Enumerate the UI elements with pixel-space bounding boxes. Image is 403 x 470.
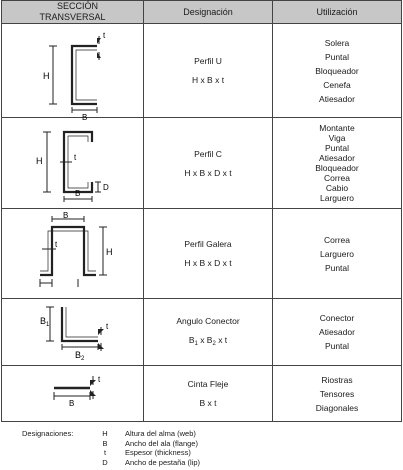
usage-item: Puntal <box>324 341 350 351</box>
c-label-b: B <box>75 189 81 198</box>
section-cell <box>2 366 144 422</box>
header-section-line2: TRANSVERSAL <box>39 12 106 22</box>
legend-symbol: B <box>102 438 108 448</box>
profile-name: Cinta Fleje <box>187 379 229 389</box>
legend-item <box>99 439 200 449</box>
angle-label-b2-letter: B <box>75 350 82 360</box>
legend-symbol: t <box>103 448 107 457</box>
usage-item: Viga <box>328 133 346 143</box>
legend-item <box>99 448 200 458</box>
galera-label-h: H <box>106 247 113 257</box>
section-cell <box>2 118 144 209</box>
usage-item: Montante <box>319 123 355 133</box>
profile-dims: B x t <box>199 398 217 408</box>
table-row <box>2 24 402 118</box>
designation-cell <box>144 299 273 366</box>
dims-part: x B <box>197 334 213 345</box>
legend-title: Designaciones: <box>22 429 74 438</box>
angle-label-b2 <box>75 350 85 362</box>
legend-item <box>99 429 200 439</box>
usage-item: Larguero <box>319 193 355 203</box>
usage-item: Puntal <box>324 51 350 62</box>
dims-sub: 2 <box>212 340 216 347</box>
angle-label-b2-sub: 2 <box>81 356 85 362</box>
dims-part: B <box>188 334 195 345</box>
usage-item: Puntal <box>324 262 350 273</box>
usage-item: Atiesador <box>319 153 355 163</box>
galera-label-b: B <box>63 211 69 220</box>
u-profile-drawing <box>2 24 144 122</box>
strap-profile-drawing <box>2 366 144 421</box>
galera-label-t: t <box>55 240 58 249</box>
section-cell <box>2 299 144 366</box>
usage-cell <box>273 209 402 299</box>
profile-dims: H x B x D x t <box>184 167 232 178</box>
profile-dims: H x B x t <box>191 75 225 85</box>
usage-cell <box>273 118 402 209</box>
header-designation: Designación <box>144 1 273 24</box>
usage-item: Atiesador <box>319 327 355 337</box>
header-usage: Utilización <box>273 1 402 24</box>
u-label-t: t <box>103 31 106 40</box>
usage-item: Diagonales <box>315 402 359 413</box>
profile-dims <box>144 334 272 350</box>
angle-label-b1 <box>40 316 50 328</box>
legend-list <box>99 429 200 467</box>
section-cell <box>2 209 144 299</box>
header-section <box>2 1 144 24</box>
section-cell <box>2 24 144 122</box>
designation-cell <box>144 366 273 422</box>
usage-item: Bloqueador <box>315 65 359 76</box>
table-row <box>2 209 402 299</box>
profile-name: Perfil Galera <box>184 239 232 249</box>
legend-symbol: H <box>102 429 108 438</box>
table-row <box>2 299 402 366</box>
usage-cell <box>273 299 402 366</box>
dims-part: x t <box>215 334 228 345</box>
table-row <box>2 118 402 209</box>
c-label-t: t <box>74 153 77 162</box>
strap-label-b: B <box>69 399 75 408</box>
usage-item: Cabio <box>325 183 349 193</box>
usage-item: Bloqueador <box>315 163 359 173</box>
profile-name: Perfil C <box>194 148 222 159</box>
usage-item: Larguero <box>319 248 355 259</box>
c-label-d: D <box>103 183 109 192</box>
usage-item: Solera <box>324 37 350 48</box>
legend-text: Ancho de pestaña (lip) <box>125 457 201 467</box>
angle-label-b1-sub: 1 <box>46 322 50 328</box>
usage-item: Conector <box>319 313 355 323</box>
designation-cell <box>144 118 273 209</box>
designation-cell <box>144 209 273 299</box>
usage-item: Puntal <box>324 143 350 153</box>
profile-name: Angulo Conector <box>176 315 240 326</box>
strap-label-t: t <box>98 375 101 384</box>
angle-label-b1-letter: B <box>40 316 47 326</box>
legend-text: Altura del alma (web) <box>125 429 196 438</box>
usage-item: Cenefa <box>323 79 351 90</box>
profile-name: Perfil U <box>194 56 222 66</box>
u-label-h: H <box>43 71 50 81</box>
usage-item: Correa <box>324 173 350 183</box>
usage-cell <box>273 366 402 422</box>
usage-item: Riostras <box>321 374 353 385</box>
c-label-h: H <box>36 156 43 166</box>
usage-item: Tensores <box>319 388 355 399</box>
angle-profile-drawing <box>2 299 144 365</box>
designation-cell <box>144 24 273 118</box>
legend-text: Espesor (thickness) <box>125 448 191 457</box>
header-section-line1: SECCIÓN <box>56 1 98 11</box>
c-profile-drawing <box>2 118 144 208</box>
profile-dims: H x B x D x t <box>184 258 232 268</box>
legend-text: Ancho del ala (flange) <box>125 438 198 448</box>
dims-sub: 1 <box>194 340 198 347</box>
angle-label-t: t <box>106 322 109 331</box>
legend-symbol: D <box>102 457 108 467</box>
profiles-table <box>1 0 402 422</box>
table-row <box>2 366 402 422</box>
usage-item: Correa <box>324 234 350 245</box>
usage-cell <box>273 24 402 118</box>
usage-item: Atiesador <box>319 93 355 104</box>
u-label-b: B <box>82 113 88 122</box>
galera-profile-drawing <box>2 209 144 298</box>
header-row <box>2 1 402 24</box>
legend-item <box>99 458 200 468</box>
